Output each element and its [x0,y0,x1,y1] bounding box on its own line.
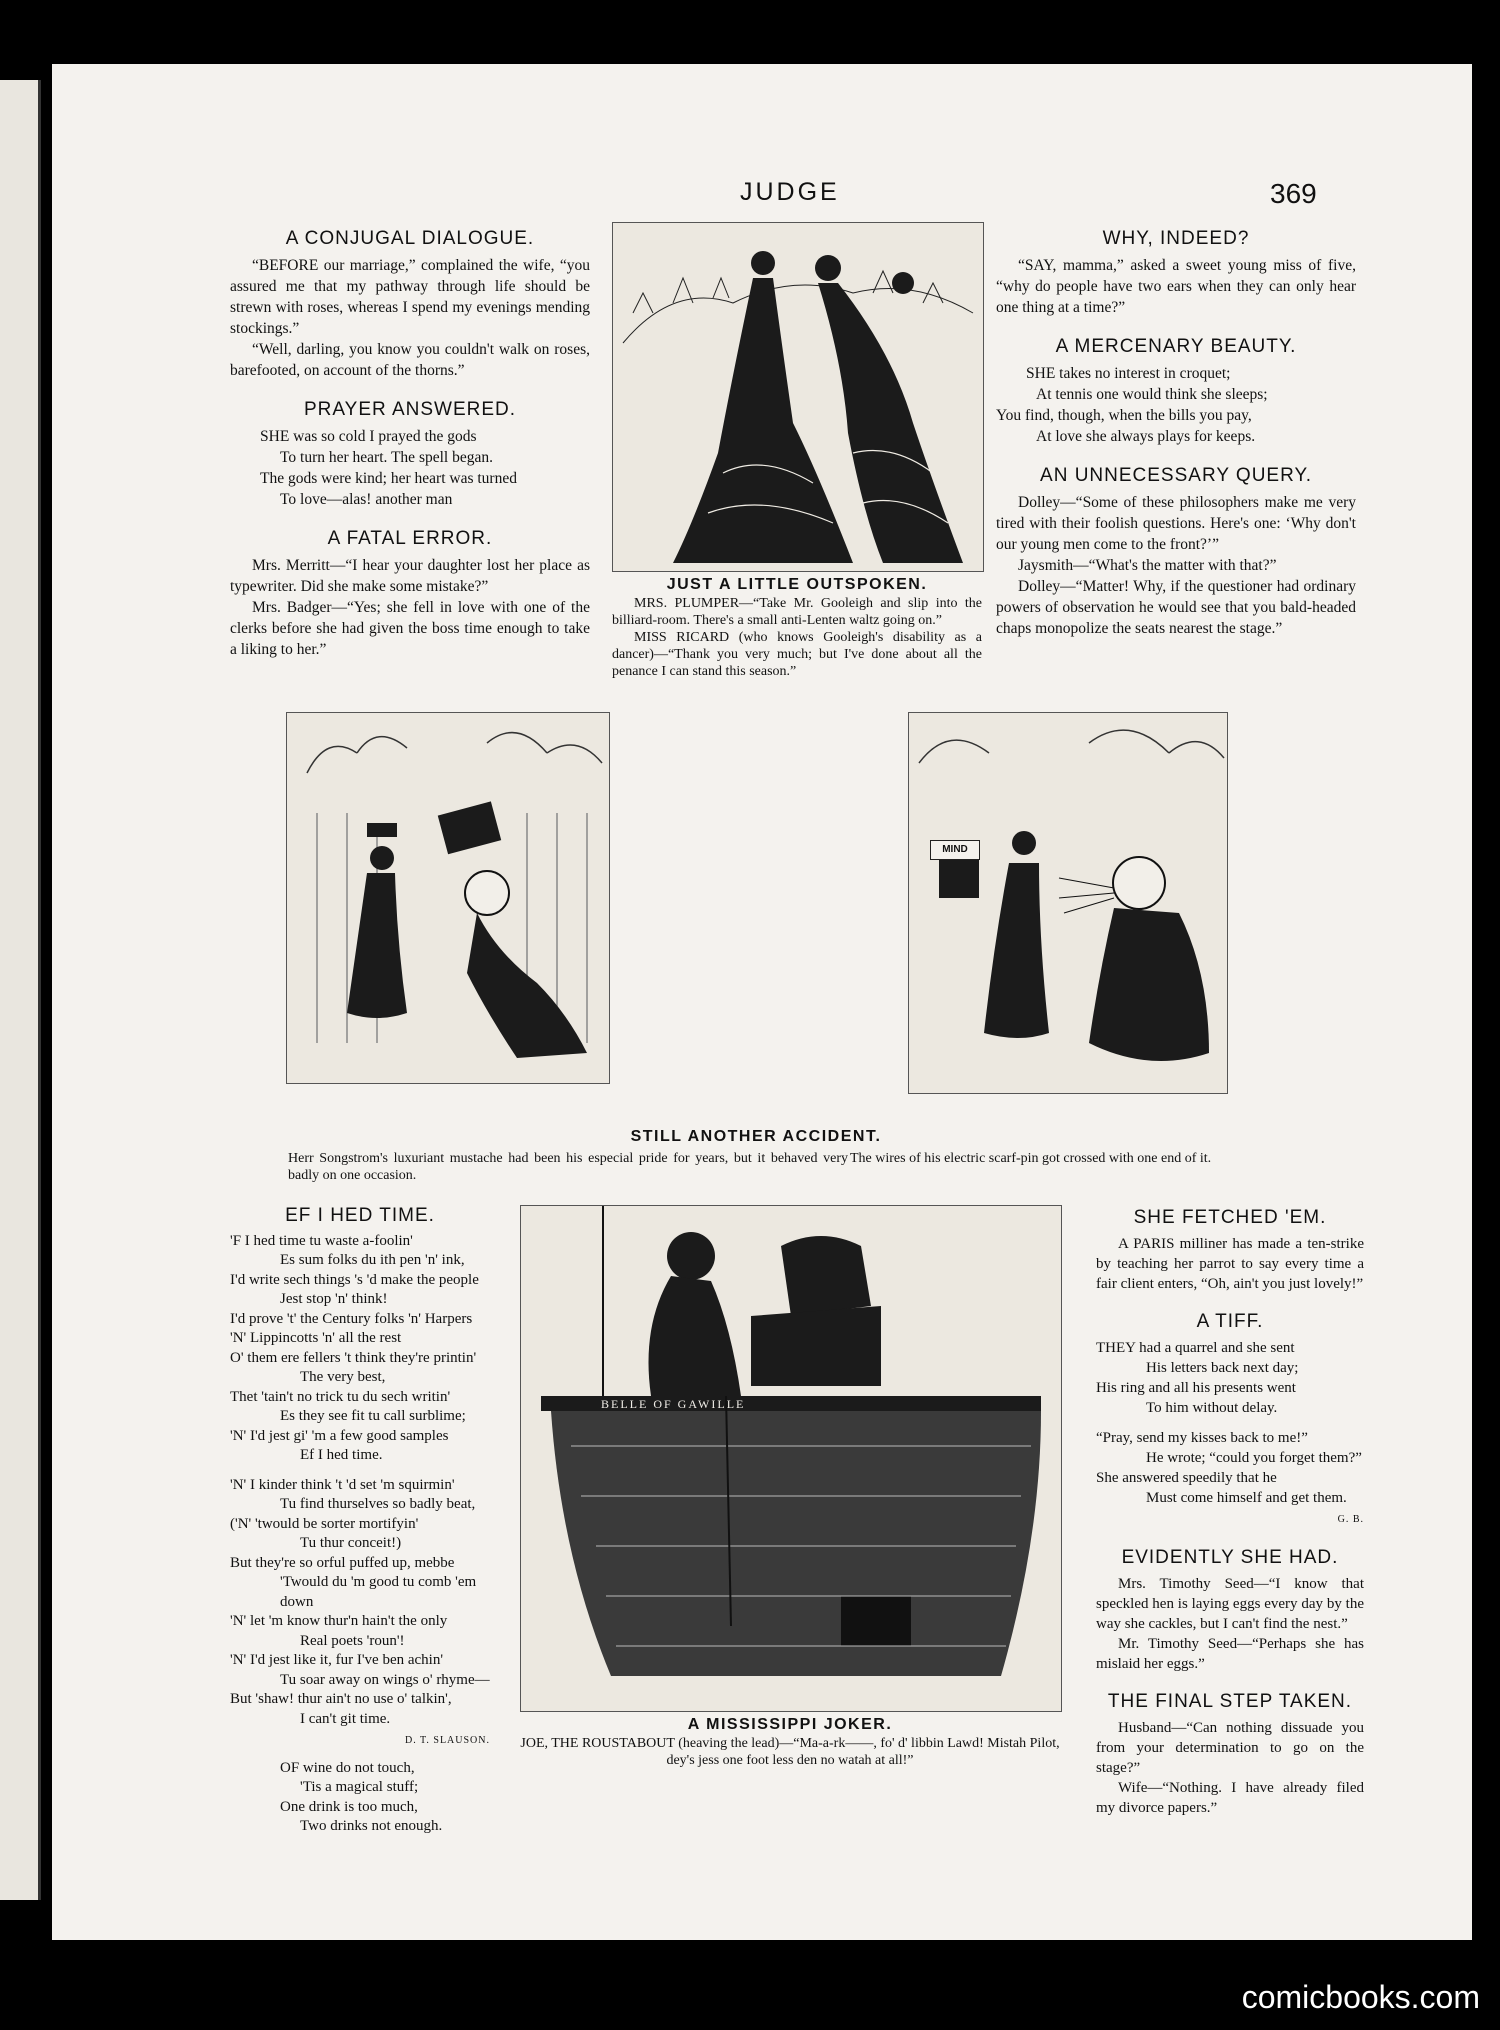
stanza-gap [230,1466,490,1476]
verse-line: But 'shaw! thur ain't no use o' talkin', [230,1691,452,1707]
boat-drawing [521,1206,1061,1711]
heading-evidently: EVIDENTLY SHE HAD. [1121,1547,1339,1568]
fetched-p1: A PARIS milliner has made a ten-strike by teaching her parrot to say every time a fair client enters, “Oh, ain't you just lovely!” [1096,1236,1364,1292]
boat-caption-text: JOE, THE ROUSTABOUT (heaving the lead)—“Ma-a-rk——, fo' d' libbin Lawd! Mistah Pilot, dey's jess one foot less den no watah at all!” [520,1736,1060,1768]
boat-illustration [520,1205,1062,1712]
verse-line: I can't git time. [300,1710,391,1727]
evidently-p1: Mrs. Timothy Seed—“I know that speckled hen is laying eggs every day by the way she cackles, but I can't find the nest.” [1096,1576,1364,1632]
watermark: comicbooks.com [1241,1979,1480,2015]
wine-line: 'Tis a magical stuff; [300,1779,419,1795]
why-p1: “SAY, mamma,” asked a sweet young miss of five, “why do people have two ears when they can only hear one thing at a time?” [996,257,1356,316]
tiff-signature: G. B. [1337,1514,1364,1525]
verse-line: Real poets 'roun'! [300,1632,405,1649]
poem-signature: D. T. SLAUSON. [404,1735,490,1746]
ballroom-caption [612,574,982,680]
fatal-p1: Mrs. Merritt—“I hear your daughter lost her place as typewriter. Did she make some mistake?” [230,557,590,595]
final-p1: Husband—“Can nothing dissuade you from your determination to go on the stage?” [1096,1720,1364,1776]
wine-line: One drink is too much, [280,1798,418,1815]
verse-line: Es they see fit tu call surblime; [280,1408,466,1424]
heading-prayer: PRAYER ANSWERED. [303,399,517,420]
verse-line: But they're so orful puffed up, mebbe [230,1554,455,1571]
verse-line: 'N' I kinder think 't 'd set 'm squirmin' [230,1476,455,1493]
heading-final: THE FINAL STEP TAKEN. [1107,1691,1353,1712]
column-right-top [996,228,1356,639]
verse-line: To him without delay. [1146,1400,1278,1416]
ballroom-drawing [613,223,983,571]
prayer-line: To turn her heart. The spell began. [280,449,493,466]
conjugal-p1: “BEFORE our marriage,” complained the wife, “you assured me that my pathway through life should be strewn with roses, whereas I spend my evenings mending stockings.” [230,257,590,337]
wine-line: Two drinks not enough. [300,1818,443,1834]
verse-line: 'F I hed time tu waste a-foolin' [230,1232,413,1249]
accident-caption-left: Herr Songstrom's luxuriant mustache had been his especial pride for years, but it behaved very badly on one occasion. [288,1151,848,1183]
verse-line: 'Twould du 'm good tu comb 'em down [280,1574,477,1610]
stanza-gap [1096,1418,1364,1428]
column-right-bottom [1096,1208,1364,1818]
mercenary-line: SHE takes no interest in croquet; [1026,365,1231,382]
mercenary-line: You find, though, when the bills you pay, [996,407,1252,424]
boat-caption [520,1714,1060,1769]
ballroom-caption-p2: MISS RICARD (who knows Gooleigh's disability as a dancer)—“Thank you very much; but I've done about all the penance I can stand this season.” [612,630,982,679]
boat-caption-heading: A MISSISSIPPI JOKER. [687,1716,893,1733]
heading-tiff: A TIFF. [1196,1311,1264,1332]
prayer-poem [230,426,590,510]
fatal-p2: Mrs. Badger—“Yes; she fell in love with one of the clerks before she had given the boss time enough to take a liking to her.” [230,599,590,658]
verse-line: I'd prove 't' the Century folks 'n' Harpers [230,1310,473,1327]
verse-line: She answered speedily that he [1096,1470,1277,1486]
verse-line: 'N' Lippincotts 'n' all the rest [230,1330,402,1346]
column-left-top [230,228,590,660]
heading-fetched: SHE FETCHED 'EM. [1133,1207,1327,1228]
verse-line: “Pray, send my kisses back to me!” [1096,1430,1308,1446]
poem-body [230,1232,490,1730]
tiff-poem [1096,1338,1364,1508]
verse-line: Es sum folks du ith pen 'n' ink, [280,1252,465,1268]
accident-illustration-left [286,712,610,1084]
accident-drawing-left [287,713,609,1083]
verse-line: The very best, [300,1369,386,1385]
verse-line: I'd write sech things 's 'd make the people [230,1271,479,1288]
verse-line: Ef I hed time. [300,1447,383,1463]
query-p1: Dolley—“Some of these philosophers make me very tired with their foolish questions. Here's one: ‘Why don't our young men come to the front?’” [996,494,1356,553]
evidently-p2: Mr. Timothy Seed—“Perhaps she has mislaid her eggs.” [1096,1636,1364,1672]
final-p2: Wife—“Nothing. I have already filed my divorce papers.” [1096,1780,1364,1816]
ballroom-illustration [612,222,984,572]
query-p2: Jaysmith—“What's the matter with that?” [1018,557,1277,574]
accident-illustration-right [908,712,1228,1094]
heading-conjugal: A CONJUGAL DIALOGUE. [285,228,535,249]
mercenary-line: At tennis one would think she sleeps; [1036,386,1268,403]
ballroom-caption-heading: JUST A LITTLE OUTSPOKEN. [666,576,928,593]
verse-line: Thet 'tain't no trick tu du sech writin' [230,1388,451,1405]
verse-line: 'N' I'd jest gi' 'm a few good samples [230,1427,449,1444]
accident-drawing-right [909,713,1227,1093]
verse-line: His ring and all his presents went [1096,1380,1296,1396]
verse-line: Tu thur conceit!) [300,1535,402,1551]
heading-query: AN UNNECESSARY QUERY. [1040,465,1312,486]
verse-line: His letters back next day; [1146,1360,1299,1376]
sign-board [930,840,980,860]
accident-caption-heading: STILL ANOTHER ACCIDENT. [630,1128,882,1145]
verse-line: O' them ere fellers 't think they're printin' [230,1349,477,1366]
accident-caption-right: The wires of his electric scarf-pin got crossed with one end of it. [850,1151,1212,1166]
heading-mercenary: A MERCENARY BEAUTY. [1055,336,1297,357]
verse-line: Jest stop 'n' think! [280,1291,388,1307]
verse-line: THEY had a quarrel and she sent [1096,1340,1295,1356]
heading-fatal: A FATAL ERROR. [327,528,493,549]
column-poem [230,1206,490,1837]
verse-line: 'N' I'd jest like it, fur I've ben achin' [230,1652,444,1668]
prayer-line: To love—alas! another man [280,491,453,508]
page-title: JUDGE [740,178,840,206]
sign-board-text: MIND [942,844,968,855]
wine-verse [230,1759,490,1837]
mercenary-line: At love she always plays for keeps. [1036,428,1256,445]
verse-line: Tu find thurselves so badly beat, [280,1496,476,1512]
heading-poem: EF I HED TIME. [285,1205,435,1226]
conjugal-p2: “Well, darling, you know you couldn't walk on roses, barefooted, on account of the thorns.” [230,341,590,379]
ballroom-caption-p1: MRS. PLUMPER—“Take Mr. Gooleigh and slip into the billiard-room. There's a small anti-Lenten waltz going on.” [612,596,982,628]
verse-line: Tu soar away on wings o' rhyme— [280,1671,490,1688]
verse-line: 'N' let 'm know thur'n hain't the only [230,1613,448,1629]
heading-why-indeed: WHY, INDEED? [1102,228,1250,249]
wine-line: OF wine do not touch, [280,1759,415,1776]
verse-line: He wrote; “could you forget them?” [1146,1450,1362,1466]
prayer-line: The gods were kind; her heart was turned [260,470,517,487]
verse-line: Must come himself and get them. [1146,1490,1347,1506]
mercenary-poem [996,363,1356,447]
page-number: 369 [1270,178,1317,209]
query-p3: Dolley—“Matter! Why, if the questioner had ordinary powers of observation he would see that you bald-headed chaps monopolize the seats nearest the stage.” [996,578,1356,637]
verse-line: ('N' 'twould be sorter mortifyin' [230,1515,419,1532]
boat-name: BELLE OF GAWILLE [601,1397,746,1411]
facing-page-edge [0,80,41,1900]
prayer-line: SHE was so cold I prayed the gods [260,428,477,445]
